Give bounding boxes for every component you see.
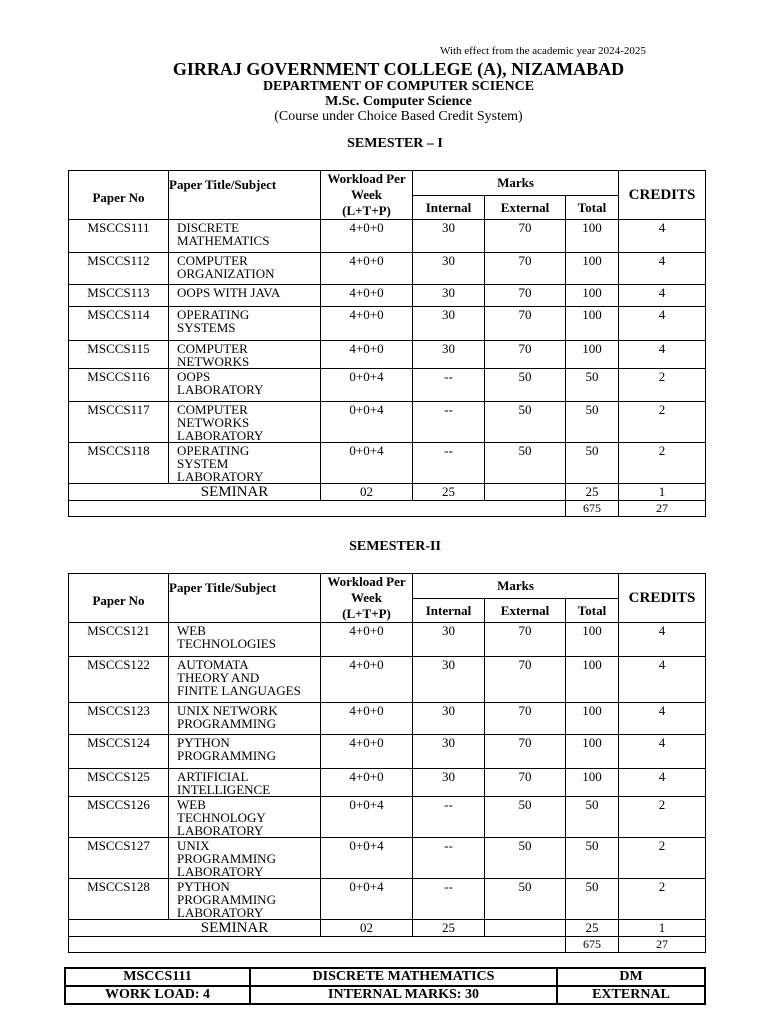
total-cell: 100 [566,307,619,341]
workload-cell: 4+0+0 [321,623,413,657]
semester-1-table [68,170,706,517]
semester-2-table [68,573,706,953]
external-cell: 70 [485,703,566,735]
paper-title [169,307,321,341]
total-credits: 27 [619,937,706,953]
paper-title-line: AUTOMATA [177,657,249,672]
paper-title-line: INTELLIGENCE [177,782,271,797]
credits-cell: 2 [619,879,706,920]
paper-title [169,769,321,797]
paper-title-line: COMPUTER [177,402,248,417]
col-credits: CREDITS [619,171,706,220]
workload-cell: 0+0+4 [321,797,413,838]
totals-row [69,937,706,953]
paper-title-line: PYTHON [177,879,230,894]
syllabus-row-2 [65,986,705,1004]
external-cell: 70 [485,657,566,703]
total-cell: 50 [566,838,619,879]
total-cell: 100 [566,703,619,735]
external-cell: 70 [485,253,566,285]
effective-year-note: With effect from the academic year 2024-2025 [440,45,646,57]
paper-title-line: THEORY AND [177,670,260,685]
credits-cell: 4 [619,623,706,657]
paper-no: MSCCS121 [69,623,169,657]
grand-total: 675 [566,937,619,953]
external-cell: 70 [485,220,566,253]
college-name: GIRRAJ GOVERNMENT COLLEGE (A), NIZAMABAD [172,59,625,79]
table-row [69,838,706,879]
seminar-internal: 25 [413,920,485,937]
paper-title-line: LABORATORY [177,469,264,484]
workload-cell: 4+0+0 [321,341,413,369]
seminar-workload: 02 [321,484,413,501]
seminar-credits: 1 [619,484,706,501]
external-cell: 50 [485,838,566,879]
col-paper-no: Paper No [69,574,169,623]
external-cell: 70 [485,769,566,797]
paper-title [169,838,321,879]
paper-no: MSCCS125 [69,769,169,797]
paper-title-line: LABORATORY [177,864,264,879]
paper-no: MSCCS118 [69,443,169,484]
total-cell: 100 [566,285,619,307]
paper-title [169,285,321,307]
paper-no: MSCCS128 [69,879,169,920]
col-workload-line: Workload Per [327,574,406,589]
paper-title-line: DISCRETE [177,220,240,235]
paper-title [169,735,321,769]
credits-cell: 2 [619,369,706,402]
col-internal: Internal [413,599,485,623]
credits-cell: 4 [619,307,706,341]
col-workload-line: Workload Per [327,171,406,186]
col-workload-line: Week [350,187,383,202]
total-cell: 100 [566,220,619,253]
workload-cell: 0+0+4 [321,838,413,879]
col-workload [321,574,413,623]
external-cell: 70 [485,285,566,307]
paper-title-line: OOPS [177,369,211,384]
table-row [69,307,706,341]
internal-cell: 30 [413,253,485,285]
internal-cell: -- [413,879,485,920]
table-row [69,623,706,657]
external-cell: 50 [485,402,566,443]
credits-cell: 2 [619,443,706,484]
seminar-external [485,484,566,501]
paper-title-line: SYSTEMS [177,320,236,335]
table-row [69,220,706,253]
col-marks: Marks [413,574,619,599]
credits-cell: 4 [619,341,706,369]
paper-title [169,443,321,484]
seminar-label: SEMINAR [69,920,321,937]
paper-no: MSCCS122 [69,657,169,703]
cbcs-note: (Course under Choice Based Credit System) [274,109,523,124]
total-cell: 100 [566,735,619,769]
table-row [69,402,706,443]
paper-title-line: OOPS WITH JAVA [177,285,281,300]
external-cell: 50 [485,797,566,838]
workload-cell: 4+0+0 [321,285,413,307]
total-cell: 100 [566,657,619,703]
paper-title-line: COMPUTER [177,253,248,268]
paper-title-line: WEB [177,623,206,638]
total-cell: 100 [566,341,619,369]
table-row [69,735,706,769]
internal-cell: 30 [413,769,485,797]
col-total: Total [566,196,619,220]
workload-cell: 4+0+0 [321,253,413,285]
paper-title [169,220,321,253]
paper-no: MSCCS111 [69,220,169,253]
table-row [69,879,706,920]
credits-cell: 4 [619,285,706,307]
paper-title [169,879,321,920]
seminar-total: 25 [566,920,619,937]
paper-title-line: ORGANIZATION [177,266,275,281]
credits-cell: 4 [619,220,706,253]
paper-title-line: UNIX NETWORK [177,703,278,718]
external-cell: 50 [485,879,566,920]
paper-title-line: COMPUTER [177,341,248,356]
internal-cell: -- [413,443,485,484]
credits-cell: 2 [619,838,706,879]
semester-2-title: SEMESTER-II [349,539,441,554]
grand-total: 675 [566,501,619,517]
paper-title-line: WEB [177,797,206,812]
credits-cell: 4 [619,703,706,735]
workload-cell: 4+0+0 [321,657,413,703]
seminar-row [69,484,706,501]
credits-cell: 2 [619,402,706,443]
internal-cell: -- [413,838,485,879]
total-cell: 100 [566,769,619,797]
paper-no: MSCCS127 [69,838,169,879]
paper-title [169,703,321,735]
total-cell: 50 [566,402,619,443]
seminar-total: 25 [566,484,619,501]
paper-title-line: ARTIFICIAL [177,769,249,784]
paper-title-line: PYTHON [177,735,230,750]
paper-title-line: PROGRAMMING [177,716,276,731]
paper-no: MSCCS113 [69,285,169,307]
totals-row [69,501,706,517]
col-external: External [485,599,566,623]
credits-cell: 4 [619,735,706,769]
syllabus-header-table [64,967,706,1005]
table-row [69,443,706,484]
credits-cell: 4 [619,657,706,703]
table-row [69,341,706,369]
col-workload [321,171,413,220]
paper-title [169,623,321,657]
total-credits: 27 [619,501,706,517]
col-credits: CREDITS [619,574,706,623]
department-name: DEPARTMENT OF COMPUTER SCIENCE [262,79,535,94]
totals-blank [69,501,566,517]
paper-title-line: NETWORKS [177,415,250,430]
internal-cell: 30 [413,285,485,307]
paper-title-line: NETWORKS [177,354,250,369]
table-row [69,657,706,703]
workload-cell: 0+0+4 [321,443,413,484]
paper-no: MSCCS116 [69,369,169,402]
paper-title-line: LABORATORY [177,382,264,397]
seminar-external [485,920,566,937]
seminar-credits: 1 [619,920,706,937]
internal-cell: 30 [413,703,485,735]
paper-title [169,657,321,703]
total-cell: 50 [566,369,619,402]
workload-cell: 4+0+0 [321,307,413,341]
paper-title-line: LABORATORY [177,428,264,443]
col-paper-title: Paper Title/Subject [169,574,321,623]
semester-1-title: SEMESTER – I [347,136,443,151]
paper-title-line: SYSTEM [177,456,229,471]
paper-no: MSCCS126 [69,797,169,838]
paper-title [169,369,321,402]
workload-cell: 4+0+0 [321,735,413,769]
paper-no: MSCCS115 [69,341,169,369]
paper-title-line: OPERATING [177,307,250,322]
paper-title-line: PROGRAMMING [177,748,276,763]
credits-cell: 2 [619,797,706,838]
paper-title [169,253,321,285]
paper-no: MSCCS123 [69,703,169,735]
workload-cell: 0+0+4 [321,369,413,402]
internal-cell: -- [413,369,485,402]
paper-title-line: TECHNOLOGIES [177,636,276,651]
paper-title-line: UNIX [177,838,210,853]
workload-cell: 0+0+4 [321,879,413,920]
workload-cell: 0+0+4 [321,402,413,443]
table-row [69,285,706,307]
paper-title [169,402,321,443]
syllabus-row-1 [65,968,705,986]
paper-title-line: FINITE LANGUAGES [177,683,301,698]
col-workload-line: (L+T+P) [342,606,391,621]
col-workload-line: (L+T+P) [342,203,391,218]
paper-title-line: TECHNOLOGY [177,810,266,825]
syllabus-name: DISCRETE MATHEMATICS [250,968,557,986]
total-cell: 50 [566,797,619,838]
syllabus-code: MSCCS111 [65,968,250,986]
internal-cell: 30 [413,623,485,657]
syllabus-internal: INTERNAL MARKS: 30 [250,986,557,1004]
col-external: External [485,196,566,220]
internal-cell: -- [413,797,485,838]
paper-title-line: PROGRAMMING [177,851,276,866]
external-cell: 50 [485,369,566,402]
table-row [69,797,706,838]
header-row [69,574,706,599]
total-cell: 100 [566,623,619,657]
syllabus-external: EXTERNAL [557,986,705,1004]
external-cell: 50 [485,443,566,484]
paper-no: MSCCS124 [69,735,169,769]
col-total: Total [566,599,619,623]
table-row [69,703,706,735]
internal-cell: 30 [413,657,485,703]
paper-no: MSCCS114 [69,307,169,341]
internal-cell: 30 [413,220,485,253]
paper-title [169,797,321,838]
credits-cell: 4 [619,769,706,797]
external-cell: 70 [485,623,566,657]
external-cell: 70 [485,307,566,341]
seminar-label: SEMINAR [69,484,321,501]
totals-blank [69,937,566,953]
internal-cell: -- [413,402,485,443]
col-internal: Internal [413,196,485,220]
seminar-internal: 25 [413,484,485,501]
paper-no: MSCCS117 [69,402,169,443]
table-row [69,769,706,797]
table-row [69,369,706,402]
paper-title-line: LABORATORY [177,823,264,838]
total-cell: 100 [566,253,619,285]
col-marks: Marks [413,171,619,196]
paper-no: MSCCS112 [69,253,169,285]
col-paper-title: Paper Title/Subject [169,171,321,220]
syllabus-abbr: DM [557,968,705,986]
syllabus-workload: WORK LOAD: 4 [65,986,250,1004]
workload-cell: 4+0+0 [321,769,413,797]
course-name: M.Sc. Computer Science [325,94,472,109]
total-cell: 50 [566,443,619,484]
workload-cell: 4+0+0 [321,220,413,253]
external-cell: 70 [485,341,566,369]
credits-cell: 4 [619,253,706,285]
table-row [69,253,706,285]
col-workload-line: Week [350,590,383,605]
seminar-row [69,920,706,937]
col-paper-no: Paper No [69,171,169,220]
paper-title [169,341,321,369]
paper-title-line: OPERATING [177,443,250,458]
paper-title-line: LABORATORY [177,905,264,920]
paper-title-line: MATHEMATICS [177,233,270,248]
external-cell: 70 [485,735,566,769]
paper-title-line: PROGRAMMING [177,892,276,907]
internal-cell: 30 [413,735,485,769]
workload-cell: 4+0+0 [321,703,413,735]
seminar-workload: 02 [321,920,413,937]
internal-cell: 30 [413,307,485,341]
header-row [69,171,706,196]
total-cell: 50 [566,879,619,920]
internal-cell: 30 [413,341,485,369]
